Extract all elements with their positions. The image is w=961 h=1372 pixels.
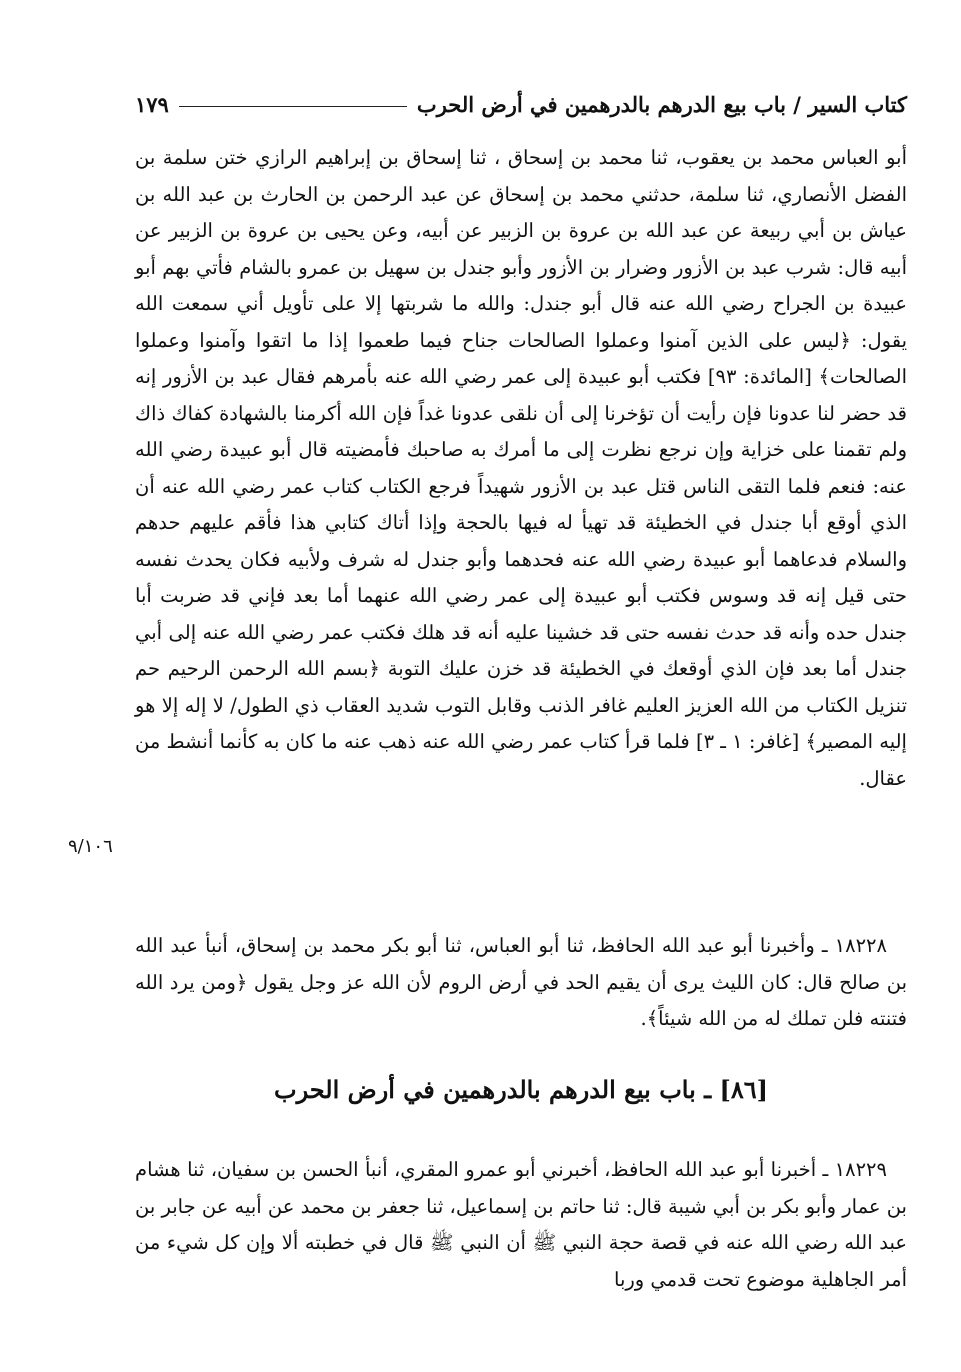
paragraph-text: أبو العباس محمد بن يعقوب، ثنا محمد بن إسحاق ، ثنا إسحاق بن إبراهيم الرازي ختن سلمة بن الفضل الأنصاري، ثنا سلمة، حدثني محمد بن إسحاق عن عبد الرحمن بن الحارث بن عبد الله بن عياش بن أبي ربيعة عن عبد الله بن عروة بن الزبير عن أبيه، وعن يحيى بن عروة بن الزبير عن أبيه قال: شرب عبد بن الأزور وضرار بن الأزور وأبو جندل بن سهيل بن عمرو بالشام فأتي بهم أبو عبيدة بن الجراح رضي الله عنه قال أبو جندل: والله ما شربتها إلا على تأويل أني سمعت الله يقول: ﴿ليس على الذين آمنوا وعملوا الصالحات جناح فيما طعموا إذا ما اتقوا وآمنوا وعملوا الصالحات﴾ [المائدة: ٩٣] فكتب أبو عبيدة إلى عمر رضي الله عنه بأمرهم فقال عبد بن الأزور إنه قد حضر لنا عدونا فإن رأيت أن تؤخرنا إلى أن نلقى عدونا غداً فإن الله أكرمنا بالشهادة كفاك ذاك ولم تقمنا على خزاية وإن نرجع نظرت إلى ما أمرك به صاحبك فأمضيته قال أبو عبيدة رضي الله عنه: فنعم فلما التقى الناس قتل عبد بن الأزور شهيداً فرجع الكتاب كتاب عمر رضي الله عنه أن الذي أوقع أبا جندل في الخطيئة قد تهيأ له فيها بالحجة وإذا أتاك كتابي هذا فأقم عليهم حدهم والسلام فدعاهما أبو عبيدة رضي الله عنه فحدهما وأبو جندل له شرف ولأبيه فكان يحدث نفسه حتى قيل إنه قد وسوس فكتب أبو عبيدة إلى عمر رضي الله عنهما أما بعد فإني قد ضربت أبا جندل حده وأنه قد حدث نفسه حتى قد خشينا عليه أنه قد هلك فكتب عمر رضي الله عنه إلى أبي جندل أما بعد فإن الذي أوقعك في الخطيئة قد خزن عليك التوبة ﴿بسم الله الرحمن الرحيم حم تنزيل الكتاب من الله العزيز العليم غافر الذنب وقابل التوب شديد العقاب ذي الطول/ لا إله إلا هو إليه المصير﴾ [غافر: ١ ـ ٣] فلما قرأ كتاب عمر رضي الله عنه ذهب عنه ما كان به كأنما أنشط من عقال. [135, 146, 907, 790]
header-title: كتاب السير / باب بيع الدرهم بالدرهمين في أرض الحرب [416, 91, 907, 117]
paragraph-2 [135, 928, 907, 1048]
paragraph-text: ١٨٢٢٨ ـ وأخبرنا أبو عبد الله الحافظ، ثنا أبو العباس، ثنا أبو بكر محمد بن إسحاق، أنبأ عبد الله بن صالح قال: كان الليث يرى أن يقيم الحد في أرض الروم لأن الله عز وجل يقول ﴿ومن يرد الله فتنته فلن تملك له من الله شيئاً﴾. [135, 934, 907, 1030]
paragraph-1 [135, 140, 907, 905]
paragraph-3 [135, 1152, 907, 1308]
paragraph-text: ١٨٢٢٩ ـ أخبرنا أبو عبد الله الحافظ، أخبرني أبو عمرو المقري، أنبأ الحسن بن سفيان، ثنا هشام بن عمار وأبو بكر بن أبي شيبة قال: ثنا حاتم بن إسماعيل، ثنا جعفر بن محمد عن أبيه عن جابر بن عبد الله رضي الله عنه في قصة حجة النبي ﷺ أن النبي ﷺ قال في خطبته ألا وإن كل شيء من أمر الجاهلية موضوع تحت قدمي وربا [135, 1158, 907, 1291]
running-header [135, 86, 907, 122]
header-rule [179, 106, 407, 107]
margin-reference: ٩/١٠٦ [68, 836, 113, 857]
section-heading: [٨٦] ـ باب بيع الدرهم بالدرهمين في أرض الحرب [273, 1075, 769, 1104]
page-number: ١٧٩ [135, 91, 169, 117]
